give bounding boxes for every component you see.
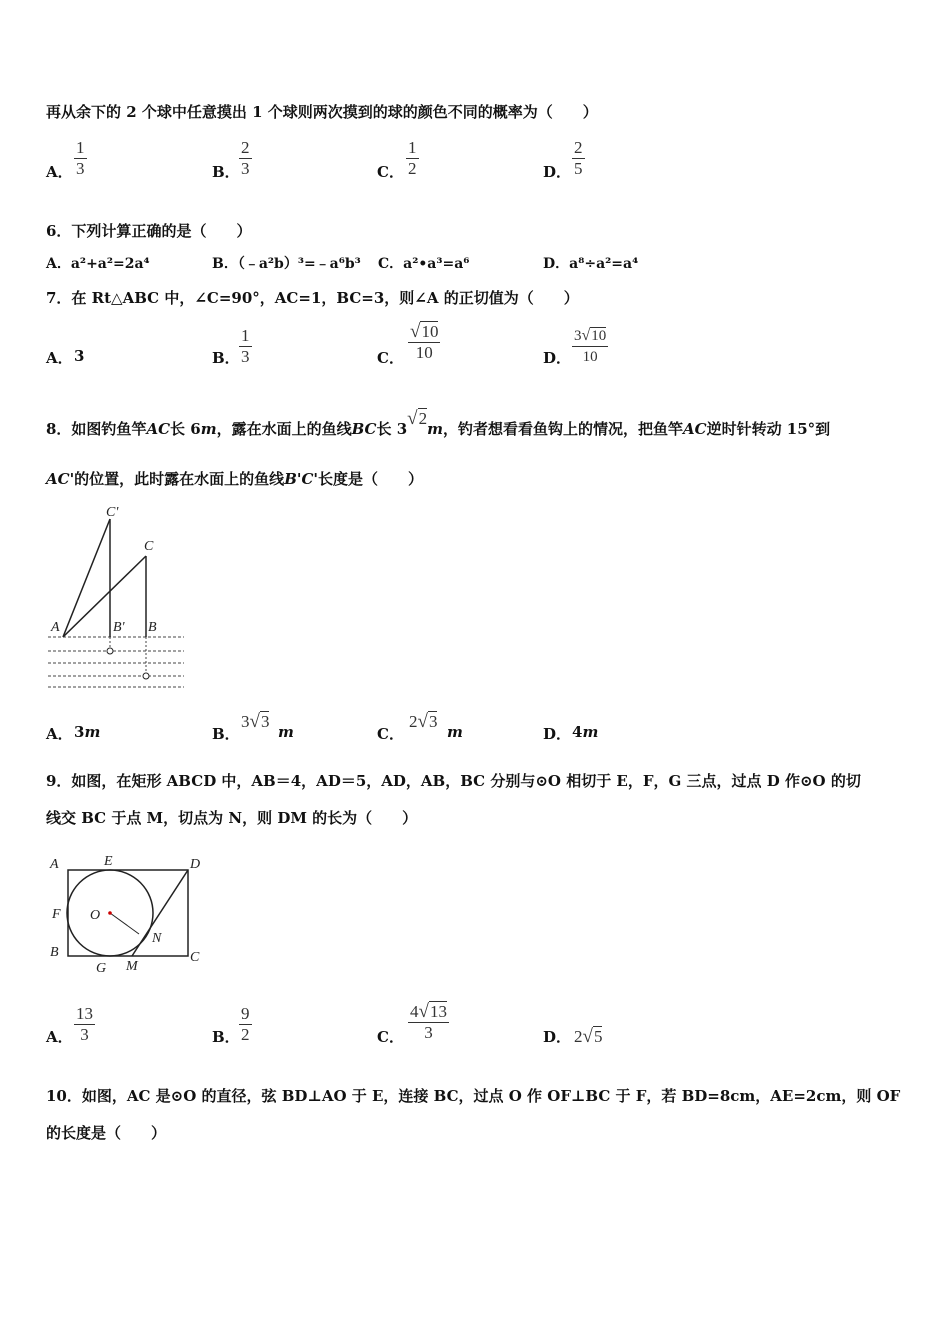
fraction: 2 3 — [241, 138, 250, 178]
label-o: O — [90, 908, 101, 923]
fraction: 1 3 — [241, 326, 250, 366]
label-b-prime: B' — [113, 620, 125, 635]
q10-stem-line1: 10．如图，AC 是⊙O 的直径，弦 BD⊥AO 于 E，连接 BC，过点 O 作 OF⊥BC 于 F，若 BD=8cm，AE=2cm，则 OF — [46, 1087, 901, 1105]
label-a: A — [51, 620, 60, 635]
q6-option-a[interactable]: A．a²+a²=2a⁴ — [46, 256, 150, 272]
fraction: 1 3 — [76, 138, 85, 178]
q10-stem-line2: 的长度是（ ） — [46, 1124, 167, 1142]
label-c-prime: C' — [106, 505, 119, 520]
label-c: C — [144, 539, 154, 554]
q6-stem: 6．下列计算正确的是（ ） — [46, 222, 252, 240]
fraction: 2 5 — [574, 138, 583, 178]
label-d: D — [190, 857, 201, 872]
fraction: √10 10 — [410, 321, 439, 362]
label-f: F — [52, 907, 61, 922]
fraction: 9 2 — [241, 1004, 250, 1044]
fraction: 1 2 — [408, 138, 417, 178]
label-b: B — [148, 620, 157, 635]
q6-option-c[interactable]: C．a²•a³=a⁶ — [378, 256, 470, 272]
q6-option-b[interactable]: B．（﹣a²b）³=﹣a⁶b³ — [212, 256, 361, 272]
label-a: A — [50, 857, 59, 872]
q9-stem-line1: 9．如图，在矩形 ABCD 中，AB＝4，AD＝5，AD，AB，BC 分别与⊙O 相切于 E，F，G 三点，过点 D 作⊙O 的切 — [46, 772, 861, 790]
q9-stem-line2: 线交 BC 于点 M，切点为 N，则 DM 的长为（ ） — [46, 809, 418, 827]
q7-stem: 7．在 Rt△ABC 中，∠C=90°，AC=1，BC=3，则∠A 的正切值为（ ） — [46, 289, 579, 307]
q5-stem: 再从余下的 2 个球中任意摸出 1 个球则两次摸到的球的颜色不同的概率为（ ） — [46, 103, 598, 121]
label-m: M — [126, 959, 138, 974]
label-e: E — [104, 854, 113, 869]
rectangle-circle-figure — [44, 848, 214, 978]
label-g: G — [96, 961, 107, 976]
label-c: C — [190, 950, 200, 965]
q6-option-d[interactable]: D．a⁸÷a²=a⁴ — [543, 256, 639, 272]
fraction: 3√10 10 — [574, 327, 607, 365]
fishing-rod-figure — [40, 500, 190, 692]
q8-stem-line2: AC'的位置，此时露在水面上的鱼线B'C'长度是（ ） — [46, 470, 424, 488]
q8-stem-line1: 8．如图钓鱼竿AC长 6m，露在水面上的鱼线BC长 3√2m，钓者想看看鱼钩上的情况，把鱼竿AC逆时针转动 15°到 — [46, 408, 831, 438]
label-n: N — [152, 931, 162, 946]
label-b: B — [50, 945, 59, 960]
fraction: 4√13 3 — [410, 1001, 447, 1042]
fraction: 13 3 — [76, 1004, 93, 1044]
